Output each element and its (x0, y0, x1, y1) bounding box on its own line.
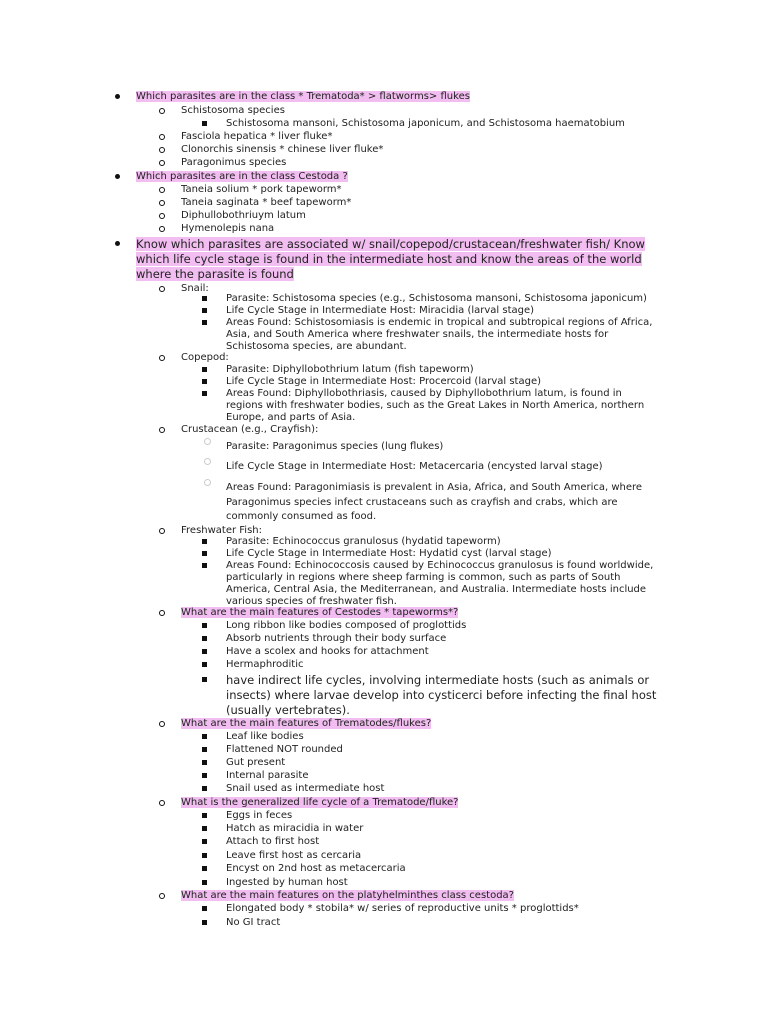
note-line (226, 376, 541, 388)
note-line (226, 364, 474, 376)
line-text: Eggs in feces (226, 810, 293, 821)
question-line (136, 91, 470, 103)
note-line (226, 412, 355, 424)
bullet-faint (204, 479, 211, 486)
bullet-square (202, 853, 207, 858)
note-line (226, 118, 625, 130)
line-text: have indirect life cycles, involving intermediate hosts (such as animals or (226, 672, 650, 687)
bullet-square (202, 813, 207, 818)
note-line (226, 388, 622, 400)
line-text: commonly consumed as food. (226, 511, 377, 522)
bullet-circle (159, 355, 165, 361)
line-text: Asia, and South America where freshwater snails, the intermediate hosts for (226, 329, 609, 340)
note-line (226, 731, 304, 743)
bullet-square (202, 839, 207, 844)
question-line (181, 607, 458, 619)
note-line (226, 584, 646, 596)
line-text: Flattened NOT rounded (226, 744, 343, 755)
note-line (226, 836, 319, 848)
line-text: Life Cycle Stage in Intermediate Host: Miracidia (larval stage) (226, 305, 535, 316)
bullet-square (202, 677, 207, 682)
bullet-disc (115, 241, 120, 246)
line-text: Parasite: Schistosoma species (e.g., Schistosoma mansoni, Schistosoma japonicum) (226, 293, 647, 304)
line-text: regions with freshwater bodies, such as the Great Lakes in North America, northern (226, 400, 645, 411)
line-text: Leaf like bodies (226, 731, 304, 742)
note-line (226, 850, 361, 862)
bullet-square (202, 563, 207, 568)
note-line (226, 329, 608, 341)
line-text: Paragonimus species (181, 157, 287, 168)
highlighted-text: What are the main features of Cestodes * tapeworms*? (181, 607, 459, 618)
note-line (226, 703, 350, 718)
line-text: Parasite: Paragonimus species (lung flukes) (226, 441, 444, 452)
highlighted-text: Which parasites are in the class Cestoda ? (136, 171, 348, 182)
bullet-circle (159, 160, 165, 166)
line-text: Schistosoma mansoni, Schistosoma japonicum, and Schistosoma haematobium (226, 118, 625, 129)
question-line (136, 237, 645, 252)
line-text: Have a scolex and hooks for attachment (226, 646, 429, 657)
bullet-square (202, 623, 207, 628)
line-text: Parasite: Echinococcus granulosus (hydatid tapeworm) (226, 536, 501, 547)
note-line (181, 210, 306, 222)
line-text: Fasciola hepatica * liver fluke* (181, 131, 333, 142)
note-line (181, 131, 332, 143)
bullet-disc (115, 174, 120, 179)
bullet-faint (204, 458, 211, 465)
bullet-square (202, 662, 207, 667)
note-line (226, 823, 363, 835)
line-text: Hatch as miracidia in water (226, 823, 364, 834)
bullet-square (202, 760, 207, 765)
note-line (226, 810, 292, 822)
line-text: Internal parasite (226, 770, 309, 781)
note-line (226, 744, 343, 756)
bullet-square (202, 539, 207, 544)
bullet-circle (159, 108, 165, 114)
note-line (226, 646, 429, 658)
line-text: Life Cycle Stage in Intermediate Host: Procercoid (larval stage) (226, 376, 541, 387)
line-text: Schistosoma species (181, 105, 285, 116)
line-text: Hymenolepis nana (181, 223, 275, 234)
note-line (181, 105, 285, 117)
note-line (226, 317, 652, 329)
bullet-square (202, 121, 207, 126)
note-line (226, 770, 309, 782)
note-line (226, 620, 466, 632)
line-text: Areas Found: Diphyllobothriasis, caused by Diphyllobothrium latum, is found in (226, 388, 622, 399)
line-text: Taneia saginata * beef tapeworm* (181, 197, 352, 208)
note-line (226, 783, 384, 795)
bullet-square (202, 906, 207, 911)
bullet-circle (159, 800, 165, 806)
bullet-square (202, 367, 207, 372)
note-line (181, 184, 342, 196)
line-text: particularly in regions where sheep farming is common, such as parts of South (226, 572, 621, 583)
bullet-square (202, 296, 207, 301)
highlighted-text: What are the main features of Trematodes/flukes? (181, 718, 432, 729)
bullet-square (202, 773, 207, 778)
line-text: Long ribbon like bodies composed of proglottids (226, 620, 467, 631)
note-line (226, 863, 406, 875)
line-text: various species of freshwater fish. (226, 596, 397, 607)
note-line (226, 400, 644, 412)
bullet-circle (159, 286, 165, 292)
line-text: Life Cycle Stage in Intermediate Host: Metacercaria (encysted larval stage) (226, 461, 603, 472)
note-line (226, 548, 552, 560)
line-text: Clonorchis sinensis * chinese liver fluke* (181, 144, 384, 155)
bullet-square (202, 379, 207, 384)
bullet-square (202, 391, 207, 396)
bullet-square (202, 320, 207, 325)
question-line (181, 797, 458, 809)
note-line (226, 536, 501, 548)
line-text: Europe, and parts of Asia. (226, 412, 356, 423)
line-text: Crustacean (e.g., Crayfish): (181, 424, 319, 435)
note-line (181, 424, 318, 436)
bullet-circle (159, 528, 165, 534)
bullet-square (202, 880, 207, 885)
line-text: Hermaphroditic (226, 659, 304, 670)
question-line (136, 171, 348, 183)
line-text: No GI tract (226, 917, 281, 928)
line-text: Taneia solium * pork tapeworm* (181, 184, 342, 195)
bullet-square (202, 747, 207, 752)
note-line (181, 352, 229, 364)
note-line (226, 293, 647, 305)
bullet-circle (159, 721, 165, 727)
note-line (226, 305, 534, 317)
note-line (226, 572, 621, 584)
note-line (226, 482, 642, 494)
note-line (226, 497, 618, 509)
bullet-square (202, 866, 207, 871)
note-line (226, 688, 656, 703)
line-text: (usually vertebrates). (226, 702, 350, 717)
bullet-disc (115, 94, 120, 99)
highlighted-text: Which parasites are in the class * Trematoda* > flatworms> flukes (136, 91, 470, 102)
bullet-square (202, 826, 207, 831)
bullet-square (202, 786, 207, 791)
highlighted-text: Know which parasites are associated w/ snail/copepod/crustacean/freshwater fish/ Know (136, 236, 645, 251)
note-line (226, 633, 446, 645)
note-line (181, 144, 383, 156)
line-text: Encyst on 2nd host as metacercaria (226, 863, 406, 874)
note-line (226, 917, 280, 929)
bullet-square (202, 920, 207, 925)
line-text: Areas Found: Schistosomiasis is endemic in tropical and subtropical regions of Africa, (226, 317, 653, 328)
line-text: Areas Found: Echinococcosis caused by Echinococcus granulosus is found worldwide, (226, 560, 654, 571)
note-line (181, 283, 209, 295)
line-text: Areas Found: Paragonimiasis is prevalent in Asia, Africa, and South America, where (226, 482, 643, 493)
bullet-square (202, 308, 207, 313)
line-text: Ingested by human host (226, 877, 348, 888)
note-line (226, 341, 407, 353)
note-line (226, 461, 603, 473)
bullet-circle (159, 610, 165, 616)
line-text: Gut present (226, 757, 286, 768)
line-text: Paragonimus species infect crustaceans such as crayfish and crabs, which are (226, 497, 618, 508)
line-text: Snail: (181, 283, 209, 294)
note-line (226, 903, 579, 915)
bullet-square (202, 649, 207, 654)
note-line (226, 659, 304, 671)
note-line (226, 511, 376, 523)
highlighted-text: where the parasite is found (136, 266, 294, 281)
note-line (226, 757, 285, 769)
question-line (181, 890, 514, 902)
line-text: Leave first host as cercaria (226, 850, 362, 861)
note-line (226, 560, 653, 572)
bullet-square (202, 636, 207, 641)
line-text: Absorb nutrients through their body surface (226, 633, 447, 644)
bullet-square (202, 551, 207, 556)
line-text: Attach to first host (226, 836, 320, 847)
line-text: America, Central Asia, the Mediterranean, and Australia. Intermediate hosts include (226, 584, 647, 595)
bullet-faint (204, 438, 211, 445)
note-line (226, 673, 649, 688)
question-line (136, 267, 294, 282)
highlighted-text: What is the generalized life cycle of a Trematode/fluke? (181, 797, 459, 808)
bullet-circle (159, 200, 165, 206)
line-text: Parasite: Diphyllobothrium latum (fish tapeworm) (226, 364, 474, 375)
bullet-circle (159, 134, 165, 140)
line-text: Snail used as intermediate host (226, 783, 385, 794)
question-line (136, 252, 642, 267)
highlighted-text: What are the main features on the platyhelminthes class cestoda? (181, 890, 514, 901)
line-text: insects) where larvae develop into cysticerci before infecting the final host (226, 687, 657, 702)
note-line (181, 223, 274, 235)
highlighted-text: which life cycle stage is found in the intermediate host and know the areas of the world (136, 251, 642, 266)
line-text: Schistosoma species, are abundant. (226, 341, 407, 352)
line-text: Diphullobothriuym latum (181, 210, 306, 221)
bullet-square (202, 734, 207, 739)
bullet-circle (159, 427, 165, 433)
question-line (181, 718, 431, 730)
line-text: Copepod: (181, 352, 229, 363)
note-line (181, 197, 351, 209)
note-line (181, 157, 286, 169)
line-text: Elongated body * stobila* w/ series of reproductive units * proglottids* (226, 903, 579, 914)
note-line (226, 441, 443, 453)
bullet-circle (159, 147, 165, 153)
bullet-circle (159, 893, 165, 899)
note-line (226, 877, 348, 889)
bullet-circle (159, 226, 165, 232)
bullet-circle (159, 213, 165, 219)
line-text: Life Cycle Stage in Intermediate Host: Hydatid cyst (larval stage) (226, 548, 552, 559)
bullet-circle (159, 187, 165, 193)
line-text: Freshwater Fish: (181, 525, 263, 536)
